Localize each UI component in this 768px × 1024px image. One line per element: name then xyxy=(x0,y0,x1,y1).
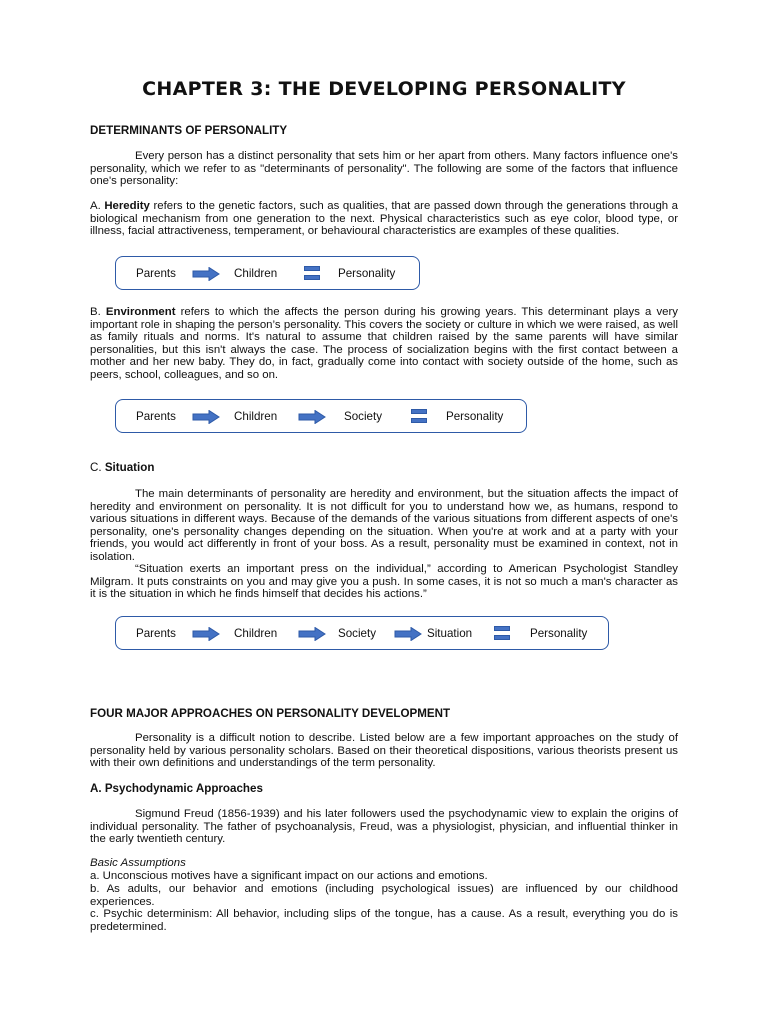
situation-paragraph-2: “Situation exerts an important press on the individual,” according to American Psychologist Standley Milgram. It puts constraints on you and may give you a push. In some cases, it is not so much a man's character as it is the situation in which he finds himself that decides his actions.” xyxy=(90,563,678,601)
psychodynamic-heading: A. Psychodynamic Approaches xyxy=(90,782,263,795)
determinants-intro: Every person has a distinct personality that sets him or her apart from others. Many factors influence one's personality, which we refer to as "determinants of personality". The following are some of the factors that influence one's personality: xyxy=(90,150,678,188)
psychodynamic-paragraph: Sigmund Freud (1856-1939) and his later followers used the psychodynamic view to explain the origins of individual personality. The father of psychoanalysis, Freud, was a physiologist, physician, and influential thinker in the early twentieth century. xyxy=(90,808,678,846)
flow-node: Personality xyxy=(530,627,588,640)
approaches-intro: Personality is a difficult notion to describe. Listed below are a few important approaches on the study of personality held by various personality scholars. Based on their theoretical dispositions, various theorists present us with their own definitions and understandings of the term personality. xyxy=(90,732,678,770)
right-arrow-icon xyxy=(298,410,326,424)
assumption-item: a. Unconscious motives have a significant impact on our actions and emotions. xyxy=(90,870,488,882)
heredity-term: Heredity xyxy=(104,200,150,212)
heredity-flow xyxy=(115,256,420,290)
environment-paragraph: B. Environment refers to which the affects the person during his growing years. This determinant plays a very important role in shaping the person’s personality. This covers the society or culture in which we were raised, as well as family rituals and norms. It's natural to assume that children raised by the same parents will have similar personalities, but this isn't always the case. The process of socialization begins with the first contact between a mother and her new baby. They do, in fact, gradually come into contact with society outside of the home, such as peers, school, colleagues, and so on. xyxy=(90,306,678,381)
flow-node: Personality xyxy=(338,267,396,280)
situation-heading: C. Situation xyxy=(90,461,155,474)
assumption-item: c. Psychic determinism: All behavior, including slips of the tongue, has a cause. As a result, everything you do is predetermined. xyxy=(90,908,678,933)
flow-node: Children xyxy=(234,410,278,423)
assumption-item: b. As adults, our behavior and emotions (including psychological issues) are influenced by our childhood experiences. xyxy=(90,883,678,908)
equals-icon xyxy=(494,626,510,641)
flow-node: Children xyxy=(234,267,278,280)
basic-assumptions-label: Basic Assumptions xyxy=(90,857,186,869)
flow-node: Parents xyxy=(136,410,176,423)
situation-paragraph-1: The main determinants of personality are heredity and environment, but the situation affects the impact of heredity and environment on personality. It is not difficult for you to understand how we, as humans, respond to various situations in different ways. Because of the demands of the various situations from different aspects of one's personality, one's personality changes depending on the situation. When you're at work and at a party with your friends, you would act differently in front of your boss. As a result, personality must be examined in context, not in isolation. xyxy=(90,488,678,563)
situation-term: Situation xyxy=(104,461,155,474)
page-title: CHAPTER 3: THE DEVELOPING PERSONALITY xyxy=(142,78,626,100)
equals-icon xyxy=(411,409,427,424)
right-arrow-icon xyxy=(192,267,220,281)
flow-node: Society xyxy=(338,627,377,640)
flow-node: Personality xyxy=(446,410,504,423)
situation-flow xyxy=(115,616,609,650)
heredity-paragraph: A. Heredity refers to the genetic factors, such as qualities, that are passed down through the generations through a biological mechanism from one generation to the next. Physical characteristics such as eye color, blood type, or illness, facial attractiveness, temperament, or behavioural characteristics are examples of these qualities. xyxy=(90,200,678,238)
flow-node: Situation xyxy=(427,627,473,640)
right-arrow-icon xyxy=(394,627,422,641)
approaches-heading: FOUR MAJOR APPROACHES ON PERSONALITY DEVELOPMENT xyxy=(90,707,451,720)
determinants-heading: DETERMINANTS OF PERSONALITY xyxy=(90,124,288,137)
right-arrow-icon xyxy=(192,627,220,641)
environment-term: Environment xyxy=(105,306,176,318)
flow-node: Parents xyxy=(136,627,176,640)
flow-node: Children xyxy=(234,627,278,640)
right-arrow-icon xyxy=(192,410,220,424)
flow-node: Parents xyxy=(136,267,176,280)
right-arrow-icon xyxy=(298,627,326,641)
equals-icon xyxy=(304,266,320,281)
flow-node: Society xyxy=(344,410,383,423)
environment-flow xyxy=(115,399,527,433)
